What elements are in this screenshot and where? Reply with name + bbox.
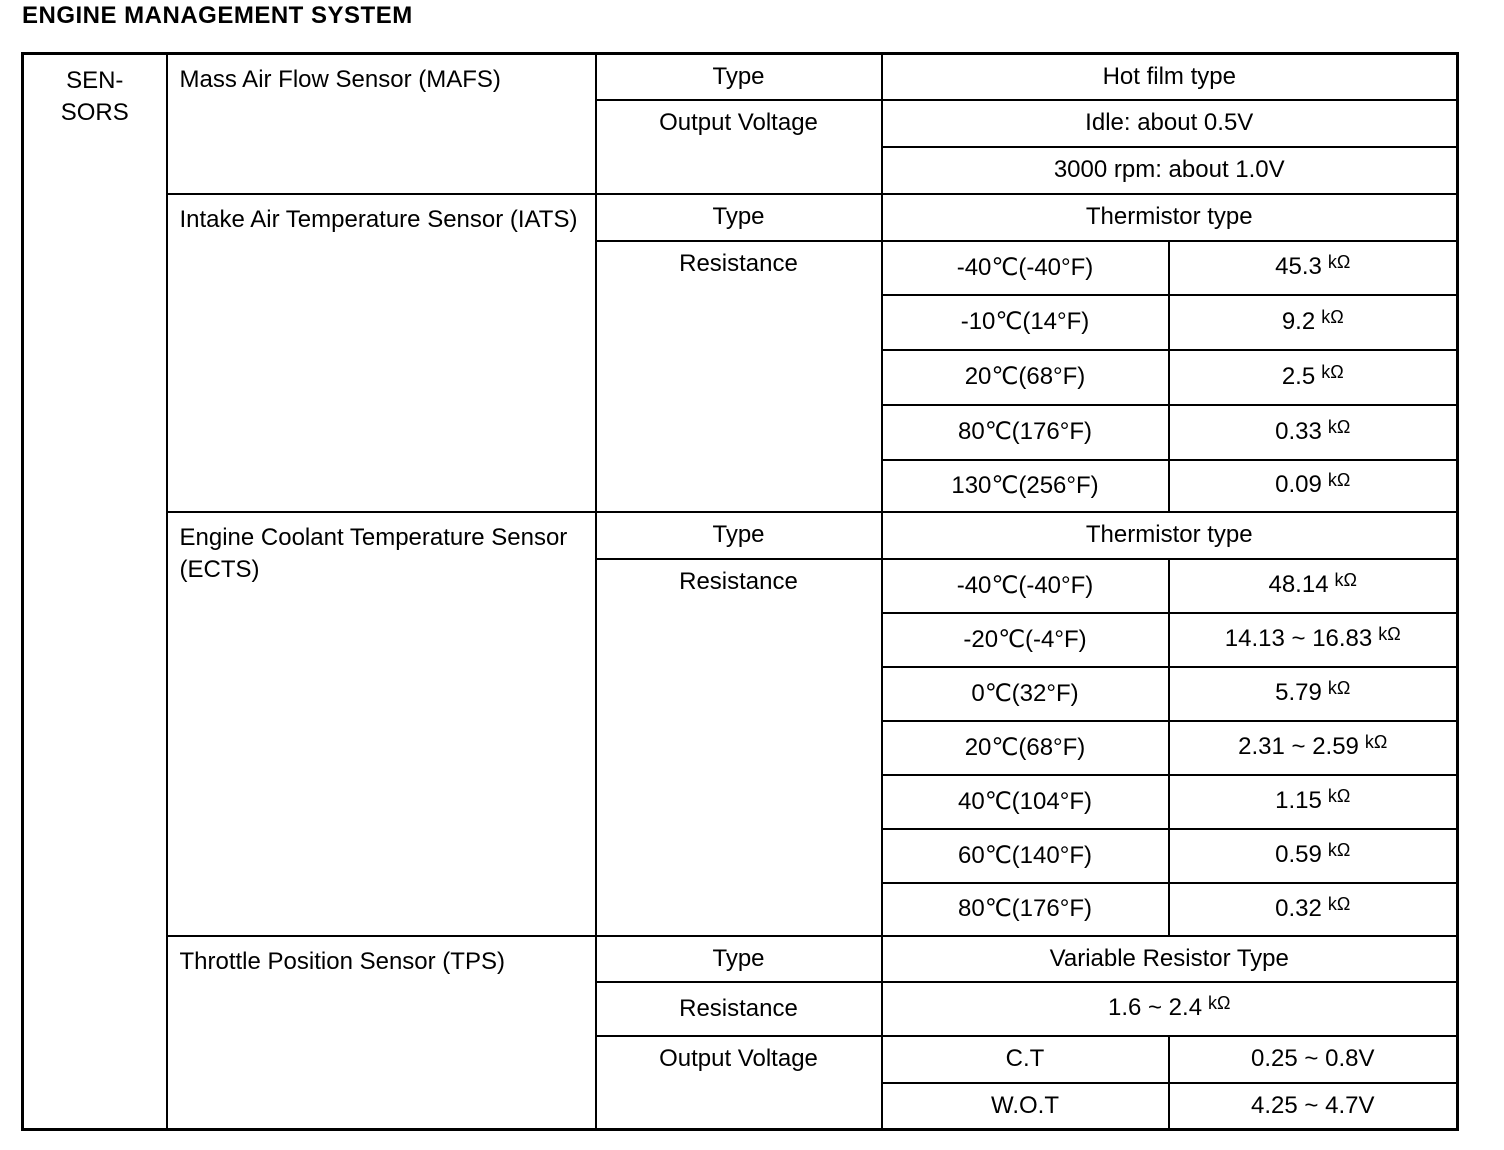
value-cell: 0.25 ~ 0.8V (1169, 1036, 1458, 1083)
item-label: Output Voltage (596, 100, 882, 194)
temp-cell: -40℃(-40°F) (882, 241, 1169, 295)
item-label: Resistance (596, 559, 882, 936)
value-cell: 9.2 $^{k\Omega}$ (1169, 295, 1458, 350)
item-value: Thermistor type (882, 512, 1458, 559)
value-cell: 1.15 $^{k\Omega}$ (1169, 775, 1458, 829)
value-cell: 0.32 $^{k\Omega}$ (1169, 883, 1458, 936)
item-label: Output Voltage (596, 1036, 882, 1130)
temp-cell: 40℃(104°F) (882, 775, 1169, 829)
item-label: Type (596, 512, 882, 559)
page-title: ENGINE MANAGEMENT SYSTEM (22, 2, 413, 29)
value-cell: 2.31 ~ 2.59 $^{k\Omega}$ (1169, 721, 1458, 775)
temp-cell: -10℃(14°F) (882, 295, 1169, 350)
temp-cell: -40℃(-40°F) (882, 559, 1169, 613)
table-row (23, 194, 1458, 241)
spec-table (21, 52, 1459, 1131)
item-value: Thermistor type (882, 194, 1458, 241)
value-cell: 48.14 $^{k\Omega}$ (1169, 559, 1458, 613)
temp-cell: 20℃(68°F) (882, 721, 1169, 775)
temp-cell: 130℃(256°F) (882, 460, 1169, 512)
item-value: 1.6 ~ 2.4 $^{k\Omega}$ (882, 982, 1458, 1036)
temp-cell: 80℃(176°F) (882, 883, 1169, 936)
state-cell: C.T (882, 1036, 1169, 1083)
item-value: 3000 rpm: about 1.0V (882, 147, 1458, 194)
item-label: Type (596, 936, 882, 982)
value-cell: 0.33 $^{k\Omega}$ (1169, 405, 1458, 460)
value-cell: 0.59 $^{k\Omega}$ (1169, 829, 1458, 883)
item-label: Type (596, 54, 882, 100)
value-cell: 14.13 ~ 16.83 $^{k\Omega}$ (1169, 613, 1458, 667)
value-cell: 2.5 $^{k\Omega}$ (1169, 350, 1458, 405)
table-row (23, 512, 1458, 559)
value-cell: 0.09 $^{k\Omega}$ (1169, 460, 1458, 512)
item-label: Resistance (596, 241, 882, 512)
item-value: Idle: about 0.5V (882, 100, 1458, 147)
sensor-name-iats: Intake Air Temperature Sensor (IATS) (167, 194, 596, 512)
group-label: SEN- SORS (23, 54, 167, 1130)
sensor-name-ects: Engine Coolant Temperature Sensor (ECTS) (167, 512, 596, 936)
item-label: Resistance (596, 982, 882, 1036)
state-cell: W.O.T (882, 1083, 1169, 1130)
table-row (23, 936, 1458, 982)
temp-cell: 80℃(176°F) (882, 405, 1169, 460)
table-row (23, 54, 1458, 100)
value-cell: 5.79 $^{k\Omega}$ (1169, 667, 1458, 721)
item-value: Hot film type (882, 54, 1458, 100)
sensor-name-mafs: Mass Air Flow Sensor (MAFS) (167, 54, 596, 194)
value-cell: 4.25 ~ 4.7V (1169, 1083, 1458, 1130)
temp-cell: 60℃(140°F) (882, 829, 1169, 883)
temp-cell: 0℃(32°F) (882, 667, 1169, 721)
sensor-name-tps: Throttle Position Sensor (TPS) (167, 936, 596, 1130)
item-value: Variable Resistor Type (882, 936, 1458, 982)
temp-cell: -20℃(-4°F) (882, 613, 1169, 667)
item-label: Type (596, 194, 882, 241)
temp-cell: 20℃(68°F) (882, 350, 1169, 405)
value-cell: 45.3 $^{k\Omega}$ (1169, 241, 1458, 295)
